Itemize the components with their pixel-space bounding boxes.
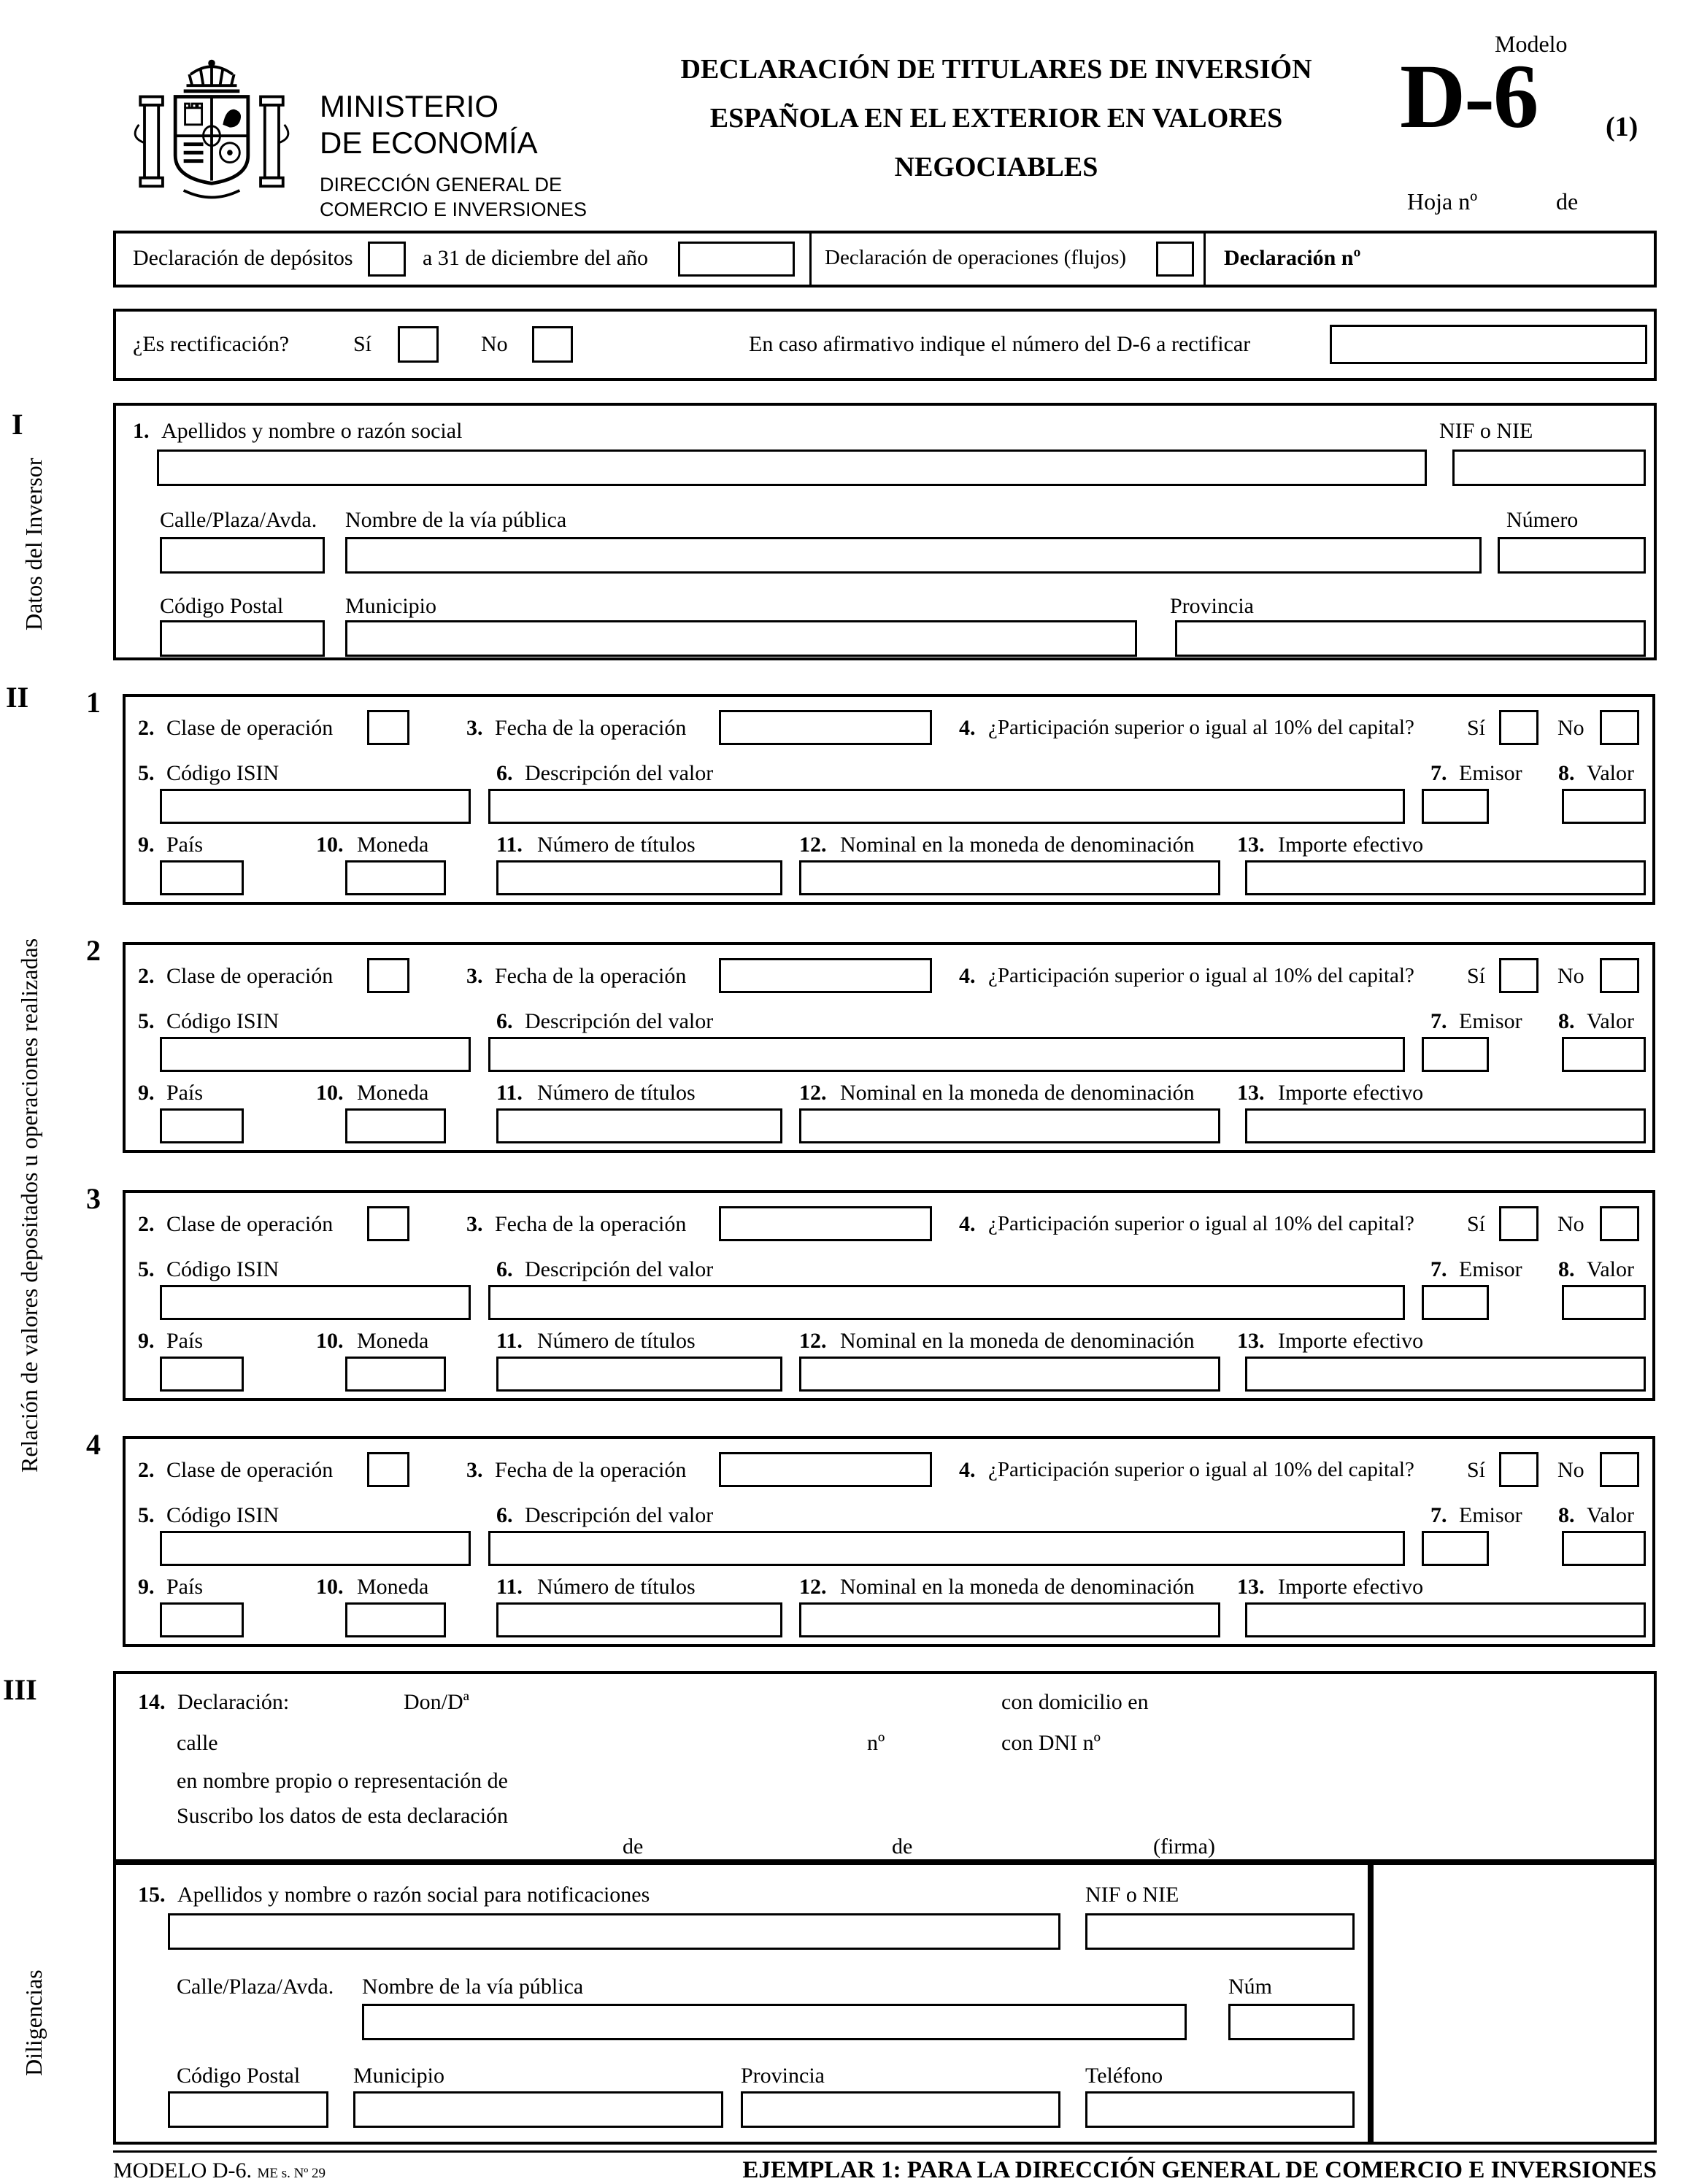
operation-class-input[interactable] xyxy=(367,1452,409,1487)
isin-label: Código ISIN xyxy=(166,761,280,785)
titles-number-label: Número de títulos xyxy=(537,1329,696,1353)
nominal-number: 12. xyxy=(799,833,827,857)
currency-number: 10. xyxy=(316,1575,344,1599)
isin-number: 5. xyxy=(138,761,155,785)
amount-label: Importe efectivo xyxy=(1278,1329,1424,1353)
footer-copy-label: EJEMPLAR 1: PARA LA DIRECCIÓN GENERAL DE COMERCIO E INVERSIONES xyxy=(742,2157,1657,2183)
participation-yes-checkbox[interactable] xyxy=(1499,958,1538,993)
isin-label: Código ISIN xyxy=(166,1009,280,1033)
notification-num-label: Núm xyxy=(1228,1975,1272,1999)
participation-yes-checkbox[interactable] xyxy=(1499,1206,1538,1241)
participation-number: 4. xyxy=(959,1212,976,1236)
operation-date-number: 3. xyxy=(466,716,483,740)
country-label: País xyxy=(166,1329,204,1353)
investor-number-label: Número xyxy=(1506,508,1579,532)
rectification-row xyxy=(113,309,1657,381)
hoja-de-label: de xyxy=(1556,188,1579,215)
security-description-input[interactable] xyxy=(488,1037,1405,1072)
deposits-label: Declaración de depósitos xyxy=(133,246,353,270)
country-number: 9. xyxy=(138,1329,155,1353)
issuer-label: Emisor xyxy=(1459,1257,1522,1281)
declaration-row-divider-1 xyxy=(809,234,812,285)
issuer-number: 7. xyxy=(1430,761,1447,785)
section-ii-side-label: Relación de valores depositados u operaciones realizadas xyxy=(16,938,42,1473)
currency-number: 10. xyxy=(316,1329,344,1353)
currency-label: Moneda xyxy=(357,1575,429,1599)
footer-model-ref: ME s. Nº 29 xyxy=(257,2166,326,2181)
value-input[interactable] xyxy=(1562,1531,1646,1566)
notification-municipality-label: Municipio xyxy=(353,2064,444,2088)
deposits-year-label: a 31 de diciembre del año xyxy=(423,246,649,270)
notifications-section xyxy=(113,1862,1371,2145)
country-input[interactable] xyxy=(160,860,244,895)
investor-street-type-input[interactable] xyxy=(160,537,325,574)
notification-street-input[interactable] xyxy=(362,2004,1187,2040)
currency-input[interactable] xyxy=(345,1602,446,1637)
section-iii-roman: III xyxy=(3,1673,37,1706)
investor-name-input[interactable] xyxy=(157,449,1427,486)
date-de1-label: de xyxy=(623,1834,644,1859)
currency-input[interactable] xyxy=(345,860,446,895)
participation-no-checkbox[interactable] xyxy=(1600,1452,1639,1487)
operation-class-label: Clase de operación xyxy=(166,1458,334,1482)
titles-number-input[interactable] xyxy=(496,1357,782,1392)
operation-date-input[interactable] xyxy=(719,958,932,993)
operation-class-label: Clase de operación xyxy=(166,1212,334,1236)
investor-nif-label: NIF o NIE xyxy=(1439,419,1533,443)
participation-number: 4. xyxy=(959,1458,976,1482)
nominal-number: 12. xyxy=(799,1575,827,1599)
notification-province-input[interactable] xyxy=(741,2091,1060,2128)
participation-label: ¿Participación superior o igual al 10% del capital? xyxy=(988,1458,1414,1481)
isin-label: Código ISIN xyxy=(166,1257,280,1281)
op-block-1 xyxy=(86,686,1655,905)
flows-label: Declaración de operaciones (flujos) xyxy=(825,246,1127,269)
amount-number: 13. xyxy=(1237,1081,1265,1105)
value-number: 8. xyxy=(1558,1257,1575,1281)
directorate-line2: COMERCIO E INVERSIONES xyxy=(320,198,588,220)
operation-date-input[interactable] xyxy=(719,1206,932,1241)
investor-name-number: 1. xyxy=(133,419,150,443)
value-number: 8. xyxy=(1558,761,1575,785)
declaration-type-row xyxy=(113,231,1657,288)
participation-no-label: No xyxy=(1557,1212,1584,1236)
issuer-label: Emisor xyxy=(1459,1009,1522,1033)
value-label: Valor xyxy=(1587,1257,1634,1281)
titles-number-label: Número de títulos xyxy=(537,833,696,857)
op-block-4 xyxy=(86,1428,1655,1647)
nominal-input[interactable] xyxy=(799,1602,1220,1637)
description-label: Descripción del valor xyxy=(525,1257,714,1281)
section-i-side-label: Datos del Inversor xyxy=(20,458,47,631)
form-title-line1: DECLARACIÓN DE TITULARES DE INVERSIÓN xyxy=(680,54,1312,85)
operation-date-label: Fecha de la operación xyxy=(495,964,687,988)
op-row-number: 4 xyxy=(86,1428,101,1461)
signature-label: (firma) xyxy=(1153,1834,1215,1859)
description-number: 6. xyxy=(496,1009,513,1033)
form-title-line3: NEGOCIABLES xyxy=(894,152,1098,182)
deposits-checkbox[interactable] xyxy=(368,242,406,277)
participation-label: ¿Participación superior o igual al 10% del capital? xyxy=(988,716,1414,739)
security-description-input[interactable] xyxy=(488,789,1405,824)
value-input[interactable] xyxy=(1562,1285,1646,1320)
declarant-dni-label: con DNI nº xyxy=(1001,1731,1101,1755)
modelo-code: D-6 xyxy=(1400,47,1538,147)
declarant-street-label: calle xyxy=(177,1731,218,1755)
issuer-label: Emisor xyxy=(1459,1503,1522,1527)
notification-phone-input[interactable] xyxy=(1085,2091,1355,2128)
operation-class-input[interactable] xyxy=(367,1206,409,1241)
operation-class-number: 2. xyxy=(138,716,155,740)
country-input[interactable] xyxy=(160,1602,244,1637)
titles-number-number: 11. xyxy=(496,833,523,857)
country-label: País xyxy=(166,833,204,857)
date-de2-label: de xyxy=(892,1834,913,1859)
operation-class-number: 2. xyxy=(138,964,155,988)
rectification-number-input[interactable] xyxy=(1330,325,1647,364)
description-label: Descripción del valor xyxy=(525,1009,714,1033)
notification-street-type-label: Calle/Plaza/Avda. xyxy=(177,1975,334,1999)
isin-number: 5. xyxy=(138,1257,155,1281)
section-iii-side-label: Diligencias xyxy=(20,1969,47,2076)
participation-yes-checkbox[interactable] xyxy=(1499,1452,1538,1487)
issuer-number: 7. xyxy=(1430,1009,1447,1033)
nominal-label: Nominal en la moneda de denominación xyxy=(840,833,1195,857)
titles-number-number: 11. xyxy=(496,1329,523,1353)
isin-label: Código ISIN xyxy=(166,1503,280,1527)
rectification-no-label: No xyxy=(481,332,508,356)
currency-number: 10. xyxy=(316,833,344,857)
notification-num-input[interactable] xyxy=(1228,2004,1355,2040)
declaration-label: Declaración: xyxy=(177,1690,290,1714)
participation-no-checkbox[interactable] xyxy=(1600,958,1639,993)
declaration-number-label: Declaración nº xyxy=(1224,246,1361,270)
titles-number-input[interactable] xyxy=(496,1602,782,1637)
flows-checkbox[interactable] xyxy=(1156,242,1194,277)
operation-date-number: 3. xyxy=(466,1458,483,1482)
participation-number: 4. xyxy=(959,964,976,988)
declarant-num-label: nº xyxy=(867,1731,885,1755)
directorate-line1: DIRECCIÓN GENERAL DE xyxy=(320,174,563,196)
notification-province-label: Provincia xyxy=(741,2064,825,2088)
security-description-input[interactable] xyxy=(488,1285,1405,1320)
operation-date-number: 3. xyxy=(466,964,483,988)
notification-nif-label: NIF o NIE xyxy=(1085,1883,1179,1907)
participation-no-label: No xyxy=(1557,964,1584,988)
nominal-input[interactable] xyxy=(799,1357,1220,1392)
isin-number: 5. xyxy=(138,1503,155,1527)
issuer-number: 7. xyxy=(1430,1503,1447,1527)
investor-street-name-input[interactable] xyxy=(345,537,1482,574)
isin-input[interactable] xyxy=(160,1285,471,1320)
issuer-input[interactable] xyxy=(1422,1285,1489,1320)
operation-date-input[interactable] xyxy=(719,710,932,745)
operation-class-label: Clase de operación xyxy=(166,716,334,740)
op-block-2 xyxy=(86,934,1655,1153)
effective-amount-input[interactable] xyxy=(1245,1108,1646,1143)
currency-input[interactable] xyxy=(345,1108,446,1143)
operation-class-input[interactable] xyxy=(367,710,409,745)
participation-yes-label: Sí xyxy=(1467,1458,1486,1482)
issuer-input[interactable] xyxy=(1422,789,1489,824)
value-input[interactable] xyxy=(1562,789,1646,824)
currency-number: 10. xyxy=(316,1081,344,1105)
country-label: País xyxy=(166,1575,204,1599)
investor-street-name-label: Nombre de la vía pública xyxy=(345,508,567,532)
investor-street-type-label: Calle/Plaza/Avda. xyxy=(160,508,317,532)
investor-number-input[interactable] xyxy=(1498,537,1646,574)
country-input[interactable] xyxy=(160,1357,244,1392)
value-input[interactable] xyxy=(1562,1037,1646,1072)
section-i-roman: I xyxy=(12,408,23,441)
footer-model xyxy=(113,2158,326,2183)
participation-label: ¿Participación superior o igual al 10% del capital? xyxy=(988,1212,1414,1235)
participation-yes-label: Sí xyxy=(1467,1212,1486,1236)
amount-number: 13. xyxy=(1237,1575,1265,1599)
nominal-label: Nominal en la moneda de denominación xyxy=(840,1575,1195,1599)
amount-number: 13. xyxy=(1237,833,1265,857)
isin-number: 5. xyxy=(138,1009,155,1033)
titles-number-input[interactable] xyxy=(496,860,782,895)
security-description-input[interactable] xyxy=(488,1531,1405,1566)
notification-postal-label: Código Postal xyxy=(177,2064,301,2088)
issuer-input[interactable] xyxy=(1422,1037,1489,1072)
currency-label: Moneda xyxy=(357,1081,429,1105)
isin-input[interactable] xyxy=(160,1037,471,1072)
rectification-no-checkbox[interactable] xyxy=(532,326,573,363)
currency-label: Moneda xyxy=(357,1329,429,1353)
subscribe-line: Suscribo los datos de esta declaración xyxy=(177,1804,509,1828)
declaration-number: 14. xyxy=(138,1690,166,1714)
nominal-number: 12. xyxy=(799,1081,827,1105)
country-number: 9. xyxy=(138,1081,155,1105)
value-label: Valor xyxy=(1587,761,1634,785)
declaration-row-divider-2 xyxy=(1203,234,1206,285)
value-number: 8. xyxy=(1558,1503,1575,1527)
country-number: 9. xyxy=(138,833,155,857)
declarant-don-label: Don/Dª xyxy=(404,1690,469,1714)
participation-no-checkbox[interactable] xyxy=(1600,1206,1639,1241)
notification-municipality-input[interactable] xyxy=(353,2091,723,2128)
value-label: Valor xyxy=(1587,1009,1634,1033)
participation-no-label: No xyxy=(1557,1458,1584,1482)
declaration-section xyxy=(113,1671,1657,1862)
modelo-suffix: (1) xyxy=(1606,112,1638,142)
notification-street-name-label: Nombre de la vía pública xyxy=(362,1975,584,1999)
nominal-label: Nominal en la moneda de denominación xyxy=(840,1329,1195,1353)
issuer-input[interactable] xyxy=(1422,1531,1489,1566)
titles-number-label: Número de títulos xyxy=(537,1575,696,1599)
description-number: 6. xyxy=(496,761,513,785)
operation-date-label: Fecha de la operación xyxy=(495,1458,687,1482)
participation-yes-checkbox[interactable] xyxy=(1499,710,1538,745)
country-input[interactable] xyxy=(160,1108,244,1143)
modelo-label: Modelo xyxy=(1495,31,1568,57)
description-label: Descripción del valor xyxy=(525,761,714,785)
nominal-label: Nominal en la moneda de denominación xyxy=(840,1081,1195,1105)
declarant-domicile-label: con domicilio en xyxy=(1001,1690,1149,1714)
operation-class-label: Clase de operación xyxy=(166,964,334,988)
notification-phone-label: Teléfono xyxy=(1085,2064,1163,2088)
notification-name-label: Apellidos y nombre o razón social para notificaciones xyxy=(177,1883,650,1907)
description-label: Descripción del valor xyxy=(525,1503,714,1527)
participation-yes-label: Sí xyxy=(1467,716,1486,740)
operation-date-input[interactable] xyxy=(719,1452,932,1487)
titles-number-number: 11. xyxy=(496,1575,523,1599)
nominal-input[interactable] xyxy=(799,1108,1220,1143)
investor-province-input[interactable] xyxy=(1175,620,1646,657)
op-row-number: 2 xyxy=(86,934,101,967)
participation-number: 4. xyxy=(959,716,976,740)
diligencias-stamp-box xyxy=(1371,1862,1657,2145)
form-title xyxy=(624,45,1368,192)
notification-name-input[interactable] xyxy=(168,1913,1060,1950)
country-number: 9. xyxy=(138,1575,155,1599)
op-block-3 xyxy=(86,1182,1655,1401)
amount-label: Importe efectivo xyxy=(1278,1575,1424,1599)
titles-number-input[interactable] xyxy=(496,1108,782,1143)
ministry-line2: DE ECONOMÍA xyxy=(320,126,538,160)
titles-number-label: Número de títulos xyxy=(537,1081,696,1105)
representation-line: en nombre propio o representación de xyxy=(177,1769,508,1793)
effective-amount-input[interactable] xyxy=(1245,860,1646,895)
investor-postal-input[interactable] xyxy=(160,620,325,657)
footer-model-label: MODELO D-6. xyxy=(113,2158,252,2183)
operation-date-label: Fecha de la operación xyxy=(495,1212,687,1236)
section-ii-roman: II xyxy=(6,681,29,714)
nominal-number: 12. xyxy=(799,1329,827,1353)
rectification-yes-label: Sí xyxy=(353,332,372,356)
investor-nif-input[interactable] xyxy=(1452,449,1646,486)
value-number: 8. xyxy=(1558,1009,1575,1033)
description-number: 6. xyxy=(496,1257,513,1281)
deposits-year-input[interactable] xyxy=(678,242,795,277)
currency-input[interactable] xyxy=(345,1357,446,1392)
operation-class-number: 2. xyxy=(138,1212,155,1236)
op-row-number: 1 xyxy=(86,686,101,719)
investor-municipality-label: Municipio xyxy=(345,594,436,618)
form-title-line2: ESPAÑOLA EN EL EXTERIOR EN VALORES xyxy=(709,103,1283,134)
issuer-label: Emisor xyxy=(1459,761,1522,785)
description-number: 6. xyxy=(496,1503,513,1527)
currency-label: Moneda xyxy=(357,833,429,857)
investor-municipality-input[interactable] xyxy=(345,620,1137,657)
investor-postal-label: Código Postal xyxy=(160,594,284,618)
isin-input[interactable] xyxy=(160,789,471,824)
coat-of-arms-logo xyxy=(128,51,296,226)
country-label: País xyxy=(166,1081,204,1105)
rectification-yes-checkbox[interactable] xyxy=(398,326,439,363)
participation-no-checkbox[interactable] xyxy=(1600,710,1639,745)
notification-name-number: 15. xyxy=(138,1883,166,1907)
issuer-number: 7. xyxy=(1430,1257,1447,1281)
amount-number: 13. xyxy=(1237,1329,1265,1353)
rectification-hint: En caso afirmativo indique el número del D-6 a rectificar xyxy=(749,332,1251,356)
op-row-number: 3 xyxy=(86,1182,101,1215)
operation-class-input[interactable] xyxy=(367,958,409,993)
titles-number-number: 11. xyxy=(496,1081,523,1105)
ministry-line1: MINISTERIO xyxy=(320,89,499,123)
value-label: Valor xyxy=(1587,1503,1634,1527)
operation-class-number: 2. xyxy=(138,1458,155,1482)
nominal-input[interactable] xyxy=(799,860,1220,895)
effective-amount-input[interactable] xyxy=(1245,1602,1646,1637)
effective-amount-input[interactable] xyxy=(1245,1357,1646,1392)
investor-name-label: Apellidos y nombre o razón social xyxy=(161,419,463,443)
operation-date-number: 3. xyxy=(466,1212,483,1236)
investor-province-label: Provincia xyxy=(1170,594,1254,618)
participation-label: ¿Participación superior o igual al 10% del capital? xyxy=(988,964,1414,987)
isin-input[interactable] xyxy=(160,1531,471,1566)
investor-section xyxy=(113,403,1657,660)
notification-postal-input[interactable] xyxy=(168,2091,328,2128)
amount-label: Importe efectivo xyxy=(1278,1081,1424,1105)
operation-date-label: Fecha de la operación xyxy=(495,716,687,740)
participation-no-label: No xyxy=(1557,716,1584,740)
footer xyxy=(113,2150,1657,2184)
amount-label: Importe efectivo xyxy=(1278,833,1424,857)
participation-yes-label: Sí xyxy=(1467,964,1486,988)
hoja-label: Hoja nº xyxy=(1407,188,1478,215)
notification-nif-input[interactable] xyxy=(1085,1913,1355,1950)
rectification-question: ¿Es rectificación? xyxy=(133,332,290,356)
